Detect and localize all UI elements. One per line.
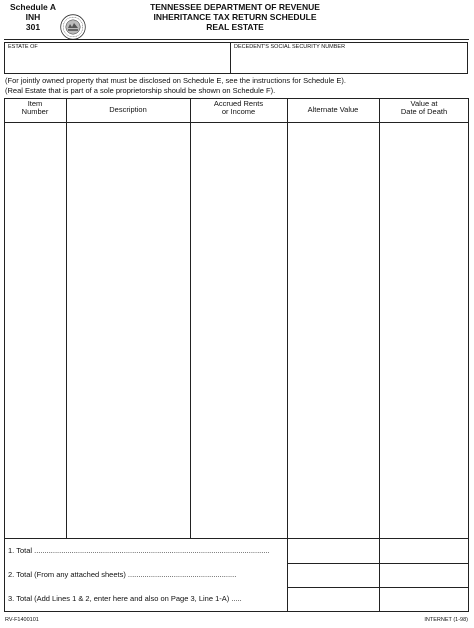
joint-property-note: (For jointly owned property that must be disclosed on Schedule E, see the instructions for Schedule E). <box>5 76 347 85</box>
total-2-value-field[interactable] <box>381 565 467 586</box>
header-rule <box>4 39 469 40</box>
col-header-accrued-rents <box>190 100 287 116</box>
total-1-alternate-field[interactable] <box>289 540 377 562</box>
title-department: TENNESSEE DEPARTMENT OF REVENUE <box>150 2 320 12</box>
totals-rule-1 <box>287 563 469 564</box>
col-header-alternate-value: Alternate Value <box>307 105 359 114</box>
total-line-3-label: 3. Total (Add Lines 1 & 2, enter here and also on Page 3, Line 1-A) ..... <box>8 594 242 603</box>
estate-divider <box>230 42 231 74</box>
ssn-field[interactable] <box>234 53 464 71</box>
col-header-rents-line1: Accrued Rents <box>213 99 264 108</box>
form-title <box>110 2 360 32</box>
schedule-id <box>8 2 58 32</box>
total-line-1-label: 1. Total ................................................................................................................. <box>8 546 270 555</box>
col-header-value-at-death <box>379 100 469 116</box>
total-1-value-field[interactable] <box>381 540 467 562</box>
total-3-alternate-field[interactable] <box>289 589 377 610</box>
title-schedule: INHERITANCE TAX RETURN SCHEDULE <box>153 12 317 22</box>
col-header-item-number <box>4 100 66 116</box>
col-header-item-line1: Item <box>27 99 43 108</box>
schedule-label: Schedule A <box>10 2 56 12</box>
ssn-label: DECEDENT'S SOCIAL SECURITY NUMBER <box>234 44 346 50</box>
estate-of-field[interactable] <box>8 53 226 71</box>
form-number: RV-F1400101 <box>5 617 39 623</box>
estate-of-label: ESTATE OF <box>8 44 38 50</box>
total-2-alternate-field[interactable] <box>289 565 377 586</box>
total-line-2-label: 2. Total (From any attached sheets) .................................................... <box>8 570 237 579</box>
state-seal-icon <box>60 14 86 40</box>
col-header-description: Description <box>109 105 147 114</box>
entry-area[interactable] <box>5 123 468 537</box>
col-header-rents-line2: or Income <box>221 107 256 116</box>
totals-rule-2 <box>287 587 469 588</box>
col-header-value-line2: Date of Death <box>400 107 448 116</box>
totals-top-rule <box>4 538 469 539</box>
col-header-value-line1: Value at <box>410 99 438 108</box>
total-3-value-field[interactable] <box>381 589 467 610</box>
form-edition: INTERNET (1-98) <box>424 617 468 623</box>
schedule-form-number: 301 <box>25 22 41 32</box>
col-header-item-line2: Number <box>21 107 49 116</box>
title-real-estate: REAL ESTATE <box>206 22 264 32</box>
sole-proprietorship-note: (Real Estate that is part of a sole proprietorship should be shown on Schedule F). <box>5 86 276 95</box>
schedule-form-code: INH <box>25 12 41 22</box>
